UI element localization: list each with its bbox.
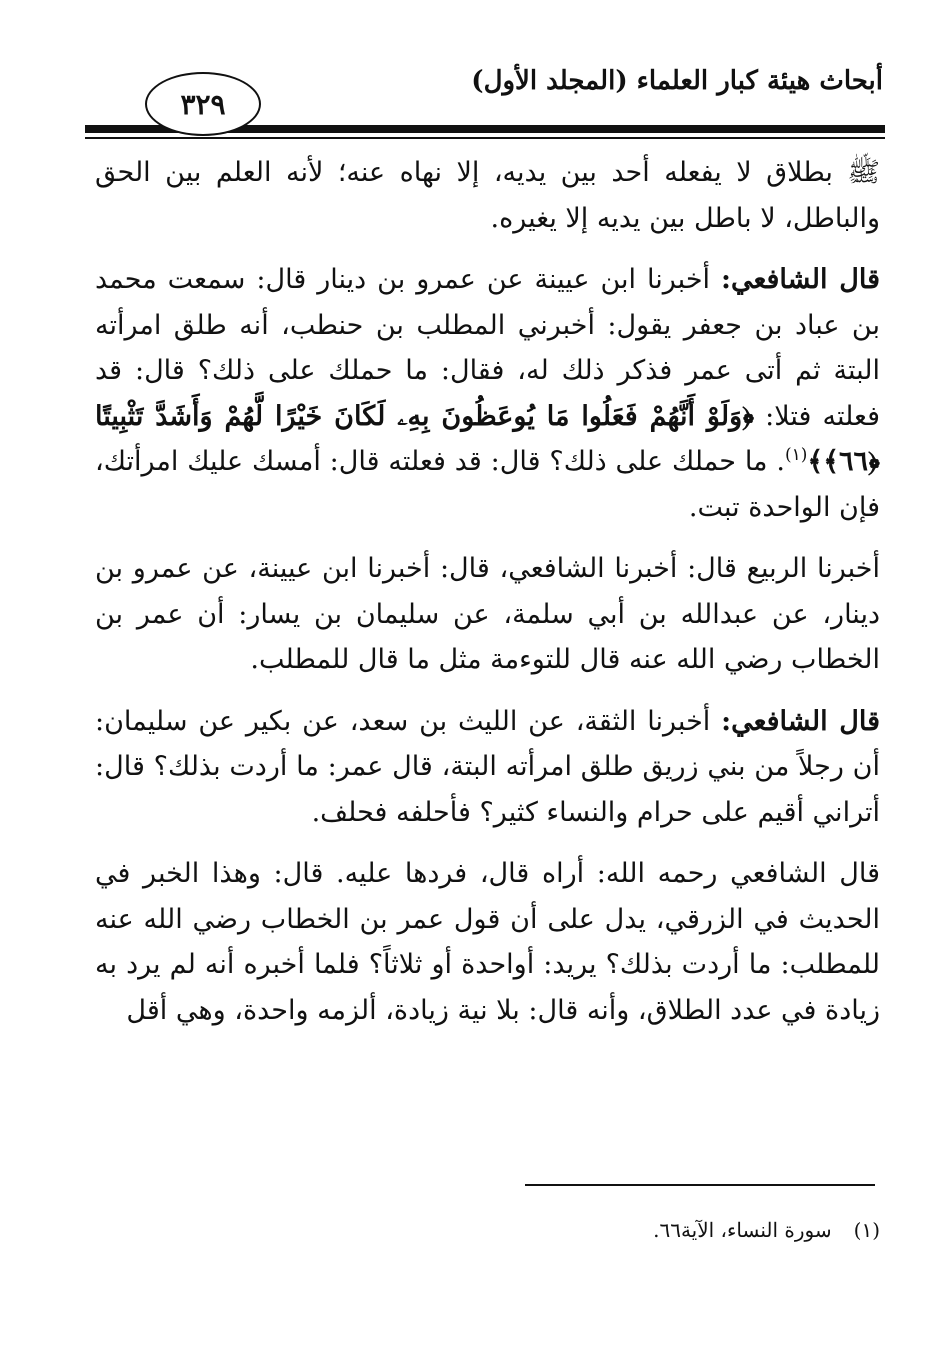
page-header (0, 0, 945, 150)
footnote-reference: (١) (784, 445, 808, 465)
paragraph-4 (95, 699, 880, 836)
quran-verse: ﴿وَلَوْ أَنَّهُمْ فَعَلُوا مَا يُوعَظُونَ بِهِۦ لَكَانَ خَيْرًا لَّهُمْ وَأَشَدَّ تَثْبِيتًا ﴿٦٦﴾﴾ (95, 400, 880, 477)
page-body (95, 150, 880, 1033)
footnote-rule (525, 1184, 875, 1186)
page-number: ٣٢٩ (145, 72, 261, 136)
running-title: أبحاث هيئة كبار العلماء (المجلد الأول) (471, 66, 883, 96)
paragraph-4-text: أخبرنا الثقة، عن الليث بن سعد، عن بكير عن سليمان: أن رجلاً من بني زريق طلق امرأته البتة، قال عمر: ما أردت بذلك؟ قال: أتراني أقيم على حرام والنساء كثير؟ فأحلفه فحلف. (95, 705, 880, 828)
paragraph-2-text-b: . ما حملك على ذلك؟ قال: قد فعلته قال: أمسك عليك امرأتك، فإن الواحدة تبت. (95, 446, 880, 523)
paragraph-5: قال الشافعي رحمه الله: أراه قال، فردها عليه. قال: وهذا الخبر في الحديث في الزرقي، يدل على أن قول عمر بن الخطاب رضي الله عنه للمطلب: ما أردت بذلك؟ يريد: أواحدة أو ثلاثاً؟ فلما أخبره أنه لم يرد به زيادة في عدد الطلاق، وأنه قال: بلا نية زيادة، ألزمه واحدة، وهي أقل (95, 858, 880, 1026)
paragraph-2-text-a: أخبرنا ابن عيينة عن عمرو بن دينار قال: سمعت محمد بن عباد بن جعفر يقول: أخبرني المطلب بن حنطب، أنه طلق امرأته البتة ثم أتى عمر فذكر ذلك له، فقال: ما حملك على ذلك؟ قال: قد فعلته فتلا: (95, 264, 880, 432)
paragraph-2-lead: قال الشافعي: (721, 264, 880, 295)
header-rule-thin (85, 137, 885, 139)
paragraph-2 (95, 257, 880, 530)
footnote-number: (١) (853, 1218, 880, 1242)
footnote-text: سورة النساء، الآية٦٦. (653, 1218, 832, 1242)
paragraph-4-lead: قال الشافعي: (721, 705, 880, 737)
footnote (653, 1218, 880, 1242)
paragraph-1: ﷺ بطلاق لا يفعله أحد بين يديه، إلا نهاه عنه؛ لأنه العلم بين الحق والباطل، لا باطل بين يديه إلا يغيره. (95, 157, 880, 234)
paragraph-3: أخبرنا الربيع قال: أخبرنا الشافعي، قال: أخبرنا ابن عيينة، عن عمرو بن دينار، عن عبدالله بن أبي سلمة، عن سليمان بن يسار: أن عمر بن الخطاب رضي الله عنه قال للتوءمة مثل ما قال للمطلب. (95, 553, 880, 675)
